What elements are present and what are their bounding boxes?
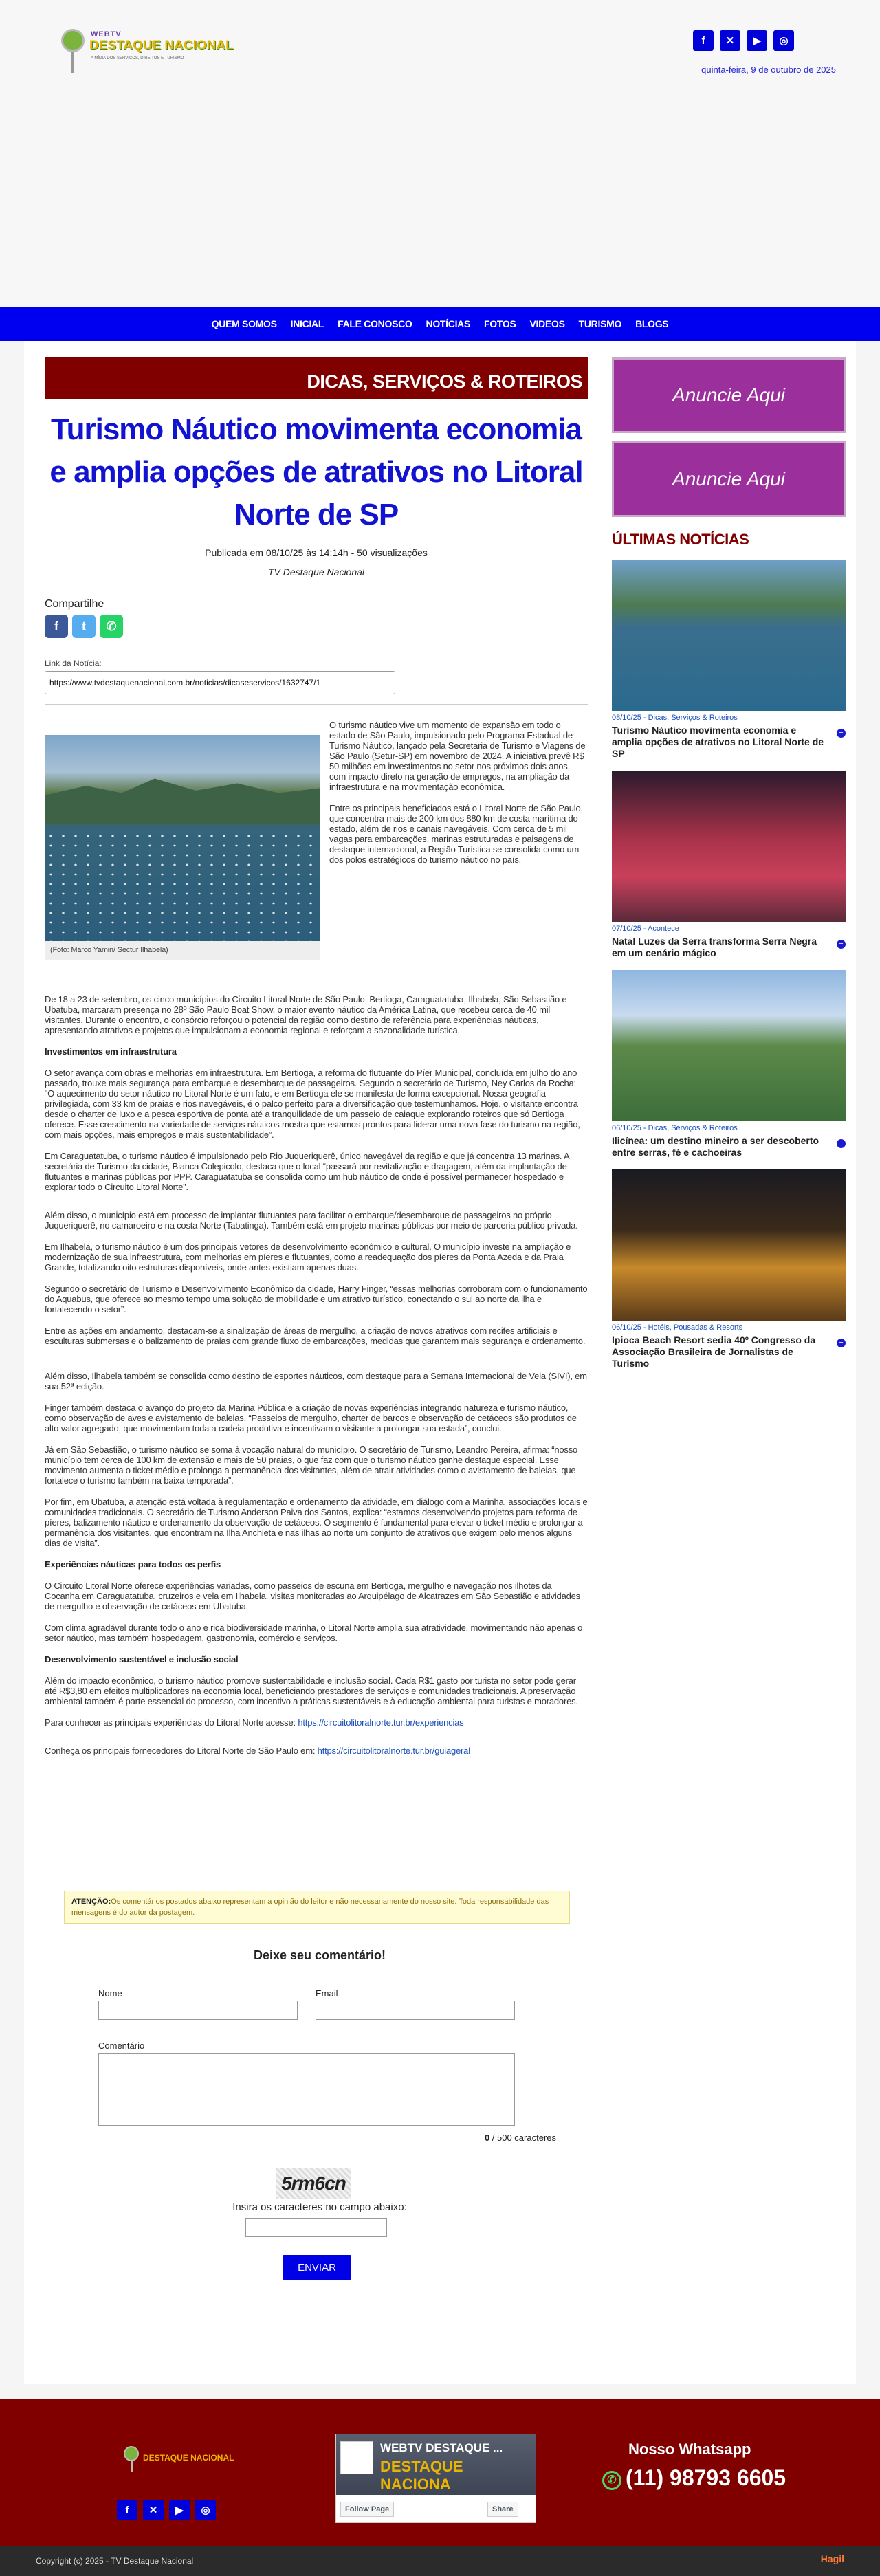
paragraph: O turismo náutico vive um momento de expansão em todo o estado de São Paulo, impulsionado pelo Programa Estadual de Turismo Náutico, lançado pela Secretaria de Turismo e Viagens de São Paulo (Setur-SP) em novembro de 2024. A iniciativa prevê R$ 50 milhões em investimentos no setor nos próximos dois anos, com impacto direto na geração de empregos, na ampliação da infraestrutura e na movimentação econômica.: [329, 720, 586, 792]
notice-text: Os comentários postados abaixo representam a opinião do leitor e não necessariamente do nosso site. Toda responsabilidade das mensagens é do autor da postagem.: [72, 1897, 549, 1917]
comment-label: Comentário: [98, 2040, 145, 2051]
news-meta: 08/10/25 - Dicas, Serviços & Roteiros: [612, 714, 738, 722]
divider: [45, 704, 588, 705]
nav-item-fotos[interactable]: FOTOS: [484, 318, 516, 329]
fb-follow-button[interactable]: Follow Page: [340, 2502, 394, 2517]
counter-suffix: / 500 caracteres: [490, 2133, 556, 2143]
news-meta: 06/10/25 - Dicas, Serviços & Roteiros: [612, 1124, 738, 1132]
counter-value: 0: [484, 2133, 490, 2143]
whatsapp-number[interactable]: [602, 2465, 786, 2491]
facebook-icon[interactable]: f: [693, 30, 714, 51]
logo-main-text: DESTAQUE NACIONAL: [89, 38, 234, 53]
article-author: TV Destaque Nacional: [267, 566, 365, 577]
sidebar: [612, 357, 846, 1369]
paragraph: Já em São Sebastião, o turismo náutico se soma à vocação natural do município. O secretário de Turismo, Leandro Pereira, afirma: “nosso município tem cerca de 100 km de extensão e mais de 50 praias, o que faz com que o turismo náutico ganhe destaque especial. Esse movimento aumenta o ticket médio e prolonga a permanência dos visitantes, além de atrair atividades como o avistamento de baleias, que fortalece o turismo também na baixa temporada”.: [45, 1444, 578, 1486]
paragraph: O Circuito Litoral Norte oferece experiências variadas, como passeios de escuna em Bertioga, mergulho e navegação nos ilhotes da Cocanha em Caraguatatuba, cruzeiros e vela em Ilhabela, visitas monitoradas ao Arquipélago de Alcatrazes em São Sebastião e atividades de mergulho e observação de cetáceos em Ubatuba.: [45, 1581, 580, 1611]
site-header: [0, 0, 880, 307]
guiageral-link[interactable]: https://circuitolitoralnorte.tur.br/guiageral: [317, 1746, 470, 1756]
nav-item-inicial[interactable]: INICIAL: [290, 318, 324, 329]
copyright-bar: [0, 2546, 880, 2576]
paragraph: Entre as ações em andamento, destacam-se a sinalização de áreas de mergulho, a criação de novos atrativos com recifes artificiais e esculturas submersas e o balizamento de praias com grande fluxo de embarcações, medidas que garantem mais segurança e ordenamento.: [45, 1325, 586, 1346]
article-photo: [45, 735, 320, 960]
paragraph: [45, 1717, 588, 1728]
news-image[interactable]: [612, 1169, 846, 1321]
facebook-page-widget[interactable]: [336, 2434, 536, 2523]
paragraph: Além disso, Ilhabela também se consolida como destino de esportes náuticos, com destaque para a Semana Internacional de Vela (SIVI), em sua 52ª edição.: [45, 1371, 587, 1391]
article-body: [45, 720, 588, 1756]
news-title[interactable]: Ilicínea: um destino mineiro a ser descoberto entre serras, fé e cachoeiras: [612, 1135, 820, 1158]
experiencias-link[interactable]: https://circuitolitoralnorte.tur.br/experiencias: [298, 1717, 464, 1728]
youtube-icon[interactable]: ▶: [169, 2500, 190, 2520]
plus-icon[interactable]: +: [837, 940, 846, 949]
paragraph: Em Ilhabela, o turismo náutico é um dos principais vetores de desenvolvimento econômico e cultural. O município investe na ampliação e modernização de sua infraestrutura, com melhorias em píeres e flutuantes, como a readequação dos píeres da Ponta Azeda e da Praia Grande, totalizando oito estruturas disponíveis, onde antes existiam apenas duas.: [45, 1242, 571, 1273]
captcha-label: Insira os caracteres no campo abaixo:: [232, 2201, 407, 2213]
paragraph: Segundo o secretário de Turismo e Desenvolvimento Econômico da cidade, Harry Finger, “essas melhorias corroboram com o funcionamento do Aquabus, que oferece ao mesmo tempo uma solução de mobilidade e um atrativo turístico, conectando o sul ao norte da ilha e fortalecendo o setor”.: [45, 1284, 588, 1314]
news-image[interactable]: [612, 560, 846, 711]
category-banner: DICAS, SERVIÇOS & ROTEIROS: [45, 357, 588, 399]
link-intro: Para conhecer as principais experiências do Litoral Norte acesse:: [45, 1717, 296, 1728]
link-label: Link da Notícia:: [45, 659, 102, 668]
name-input[interactable]: [98, 2001, 298, 2020]
plus-icon[interactable]: +: [837, 1139, 846, 1148]
paragraph: Finger também destaca o avanço do projeto da Marina Pública e a criação de novas experiências integrando natureza e turismo náutico, como observação de aves e avistamento de baleias. “Passeios de mergulho, charter de barcos e observação de cetáceos são produtos de alto valor agregado, que movimentam toda a cadeia produtiva e incentivam o visitante a prolongar sua estada”, conclui.: [45, 1402, 577, 1433]
news-title[interactable]: Natal Luzes da Serra transforma Serra Negra em um cenário mágico: [612, 936, 817, 958]
paragraph: [45, 1746, 588, 1756]
fb-share-button[interactable]: Share: [487, 2502, 518, 2517]
section-heading: Investimentos em infraestrutura: [45, 1046, 177, 1057]
copyright-text: Copyright (c) 2025 - TV Destaque Nacional: [36, 2556, 194, 2566]
fb-thumbnail: [340, 2441, 373, 2474]
youtube-icon[interactable]: ▶: [747, 30, 767, 51]
nav-item-videos[interactable]: VIDEOS: [529, 318, 565, 329]
logo-top-text: WEBTV: [91, 30, 122, 38]
facebook-icon[interactable]: f: [117, 2500, 138, 2520]
plus-icon[interactable]: +: [837, 1339, 846, 1347]
news-meta: 07/10/25 - Acontece: [612, 925, 679, 933]
email-label: Email: [316, 1988, 338, 1999]
name-label: Nome: [98, 1988, 122, 1999]
comment-heading: Deixe seu comentário!: [253, 1948, 386, 1962]
section-heading: Desenvolvimento sustentável e inclusão social: [45, 1654, 239, 1664]
microphone-icon: [59, 29, 87, 77]
nav-item-quem-somos[interactable]: QUEM SOMOS: [211, 318, 277, 329]
nav-item-turismo[interactable]: TURISMO: [578, 318, 622, 329]
nav-item-noticias[interactable]: NOTÍCIAS: [426, 318, 471, 329]
news-item[interactable]: [612, 970, 846, 1158]
article-title: Turismo Náutico movimenta economia e amplia opções de atrativos no Litoral Norte de SP: [50, 412, 583, 531]
nav-item-blogs[interactable]: BLOGS: [635, 318, 669, 329]
char-counter: [409, 2133, 556, 2143]
paragraph: Com clima agradável durante todo o ano e rica biodiversidade marinha, o Litoral Norte amplia sua atratividade, movimentando não apenas o setor náutico, mas também hospedagem, gastronomia, comércio e serviços.: [45, 1622, 583, 1643]
x-icon[interactable]: ✕: [720, 30, 740, 51]
whatsapp-number-text: (11) 98793 6605: [626, 2465, 786, 2490]
captcha-image: 5rm6cn: [276, 2168, 351, 2199]
paragraph: Além do impacto econômico, o turismo náutico promove sustentabilidade e inclusão social. Cada R$1 gasto por turista no setor pode gerar até R$3,80 em efeitos multiplicadores na economia local, beneficiando prestadores de serviços e comunidades tradicionais. A preservação ambiental também é parte essencial do processo, com incentivo a práticas sustentáveis e à educação ambiental para turistas e moradores.: [45, 1675, 578, 1706]
ad-banner[interactable]: Anuncie Aqui: [612, 357, 846, 433]
site-logo[interactable]: [59, 26, 234, 81]
latest-news-title: ÚLTIMAS NOTÍCIAS: [612, 531, 749, 548]
main-content: [24, 341, 856, 2384]
paragraph: De 18 a 23 de setembro, os cinco municípios do Circuito Litoral Norte de São Paulo, Bertioga, Caraguatatuba, Ilhabela, São Sebastião e Ubatuba, marcaram presença no 28º São Paulo Boat Show, o maior evento náutico da América Latina, que recebeu cerca de 40 mil visitantes. Durante o encontro, o consórcio reforçou o potencial da região como destino de referência para experiências náuticas, apresentando atrativos e projetos que impulsionam a economia regional e reforçam a sazonalidade turística.: [45, 994, 567, 1035]
marina-photo[interactable]: [45, 735, 320, 941]
paragraph: Por fim, em Ubatuba, a atenção está voltada à regulamentação e ordenamento da atividade, em diálogo com a Marinha, associações locais e comunidades tradicionais. O secretário de Turismo Anderson Paiva dos Santos, explica: “estamos desenvolvendo projetos para reforma de píeres, balizamento náutico e ordenamento da observação de cetáceos. O segmento é fundamental para elevar o ticket médio e prolongar a permanência dos visitantes, que encontram na Ilha Anchieta e nas ilhas ao norte um conjunto de atrativos que exigem pelo menos alguns dias de visita”.: [45, 1497, 588, 1548]
current-date: quinta-feira, 9 de outubro de 2025: [701, 65, 836, 75]
captcha-input[interactable]: [245, 2218, 387, 2237]
twitter-share-icon[interactable]: t: [72, 615, 96, 638]
comment-textarea[interactable]: [98, 2053, 515, 2126]
header-socials: [693, 30, 794, 51]
x-icon[interactable]: ✕: [143, 2500, 164, 2520]
news-title[interactable]: Turismo Náutico movimenta economia e amplia opções de atrativos no Litoral Norte de SP: [612, 725, 824, 759]
section-heading: Experiências náuticas para todos os perfis: [45, 1559, 221, 1570]
fb-cover-text: DESTAQUE NACIONA: [380, 2458, 463, 2493]
plus-icon[interactable]: +: [837, 729, 846, 738]
facebook-share-icon[interactable]: f: [45, 615, 68, 638]
footer-socials: [117, 2500, 216, 2520]
news-image[interactable]: [612, 771, 846, 922]
paragraph: Em Caraguatatuba, o turismo náutico é impulsionado pelo Rio Juqueriquerê, único navegável da região e que já concentra 13 marinas. A secretária de Turismo da cidade, Bianca Colepicolo, destaca que o local “passará por revitalização e dragagem, além da implantação de flutuantes e marinas públicas por PPP. Caraguatatuba se consolida como um hub náutico de onde é possível permanecer hospedado e explorar todo o Circuito Litoral Norte”.: [45, 1151, 569, 1192]
article: [45, 357, 588, 1756]
fb-cover: [336, 2434, 536, 2495]
whatsapp-icon: ✆: [602, 2471, 622, 2490]
whatsapp-title: Nosso Whatsapp: [628, 2441, 751, 2458]
footer-logo-text: DESTAQUE NACIONAL: [143, 2453, 234, 2463]
photo-caption: (Foto: Marco Yamin/ Sectur Ilhabela): [45, 941, 320, 960]
ad-banner[interactable]: Anuncie Aqui: [612, 441, 846, 517]
news-item[interactable]: [612, 1169, 846, 1369]
article-link-input[interactable]: [45, 671, 395, 694]
paragraph: Além disso, o município está em processo de implantar flutuantes para facilitar o embarque/desembarque de passageiros no próprio Juqueriquerê, no camaroeiro e na costa Norte (Tabatinga). Também está em projeto marinas públicas por meio de parceria público privada.: [45, 1210, 578, 1231]
developer-brand[interactable]: Hagil: [820, 2553, 844, 2564]
whatsapp-share-icon[interactable]: ✆: [100, 615, 123, 638]
paragraph: O setor avança com obras e melhorias em infraestrutura. Em Bertioga, a reforma do flutuante do Píer Municipal, concluída em julho do ano passado, trouxe mais segurança para embarque e desembarque de passageiros. Segundo o secretário de Turismo, Ney Carlos da Rocha: “O aquecimento do setor náutico no Litoral Norte é um fato, e em Bertioga ele se manifesta de forma excepcional. Nossa geografia privilegiada, com 33 km de praias e rios navegáveis, é o palco perfeito para a diversificação que testemunhamos. Hoje, o visitante encontra desde o charter de luxo e a pesca esportiva de ponta até a tranquilidade de um passeio de caiaque explorando roteiros que só Bertioga oferece. Esse crescimento na variedade de serviços náuticos mostra que estamos prontos para liderar uma nova fase do turismo na região, com mais opções, mais empregos e mais sustentabilidade”.: [45, 1068, 580, 1140]
news-image[interactable]: [612, 970, 846, 1121]
notice-bold: ATENÇÃO:: [72, 1897, 111, 1906]
instagram-icon[interactable]: ◎: [195, 2500, 216, 2520]
microphone-icon: [124, 2446, 140, 2474]
nav-item-fale-conosco[interactable]: FALE CONOSCO: [338, 318, 412, 329]
site-footer: [0, 2399, 880, 2546]
paragraph: Entre os principais beneficiados está o Litoral Norte de São Paulo, que concentra mais de 200 km dos 880 km de costa marítima do estado, além de rios e canais navegáveis. Com cerca de 5 mil vagas para embarcações, marinas estruturadas e paisagens de destaque internacional, a Região Turística se consolida como um dos polos estratégicos do turismo náutico no país.: [329, 803, 583, 865]
news-meta: 06/10/25 - Hotéis, Pousadas & Resorts: [612, 1323, 743, 1332]
publish-info: Publicada em 08/10/25 às 14:14h - 50 visualizações: [205, 547, 428, 558]
news-item[interactable]: [612, 771, 846, 959]
share-label: Compartilhe: [45, 598, 104, 610]
send-button[interactable]: ENVIAR: [283, 2255, 351, 2280]
share-buttons: [45, 615, 588, 638]
news-title[interactable]: Ipioca Beach Resort sedia 40º Congresso da Associação Brasileira de Jornalistas de Turismo: [612, 1334, 816, 1369]
link-intro: Conheça os principais fornecedores do Litoral Norte de São Paulo em:: [45, 1746, 316, 1756]
fb-page-name[interactable]: WEBTV DESTAQUE ...: [380, 2441, 503, 2454]
news-item[interactable]: [612, 560, 846, 760]
logo-sub-text: A MÍDIA DOS SERVIÇOS, DIREITOS E TURISMO: [91, 56, 184, 60]
email-input[interactable]: [316, 2001, 515, 2020]
main-nav: [0, 307, 880, 341]
instagram-icon[interactable]: ◎: [773, 30, 794, 51]
comments-notice: [64, 1891, 570, 1924]
